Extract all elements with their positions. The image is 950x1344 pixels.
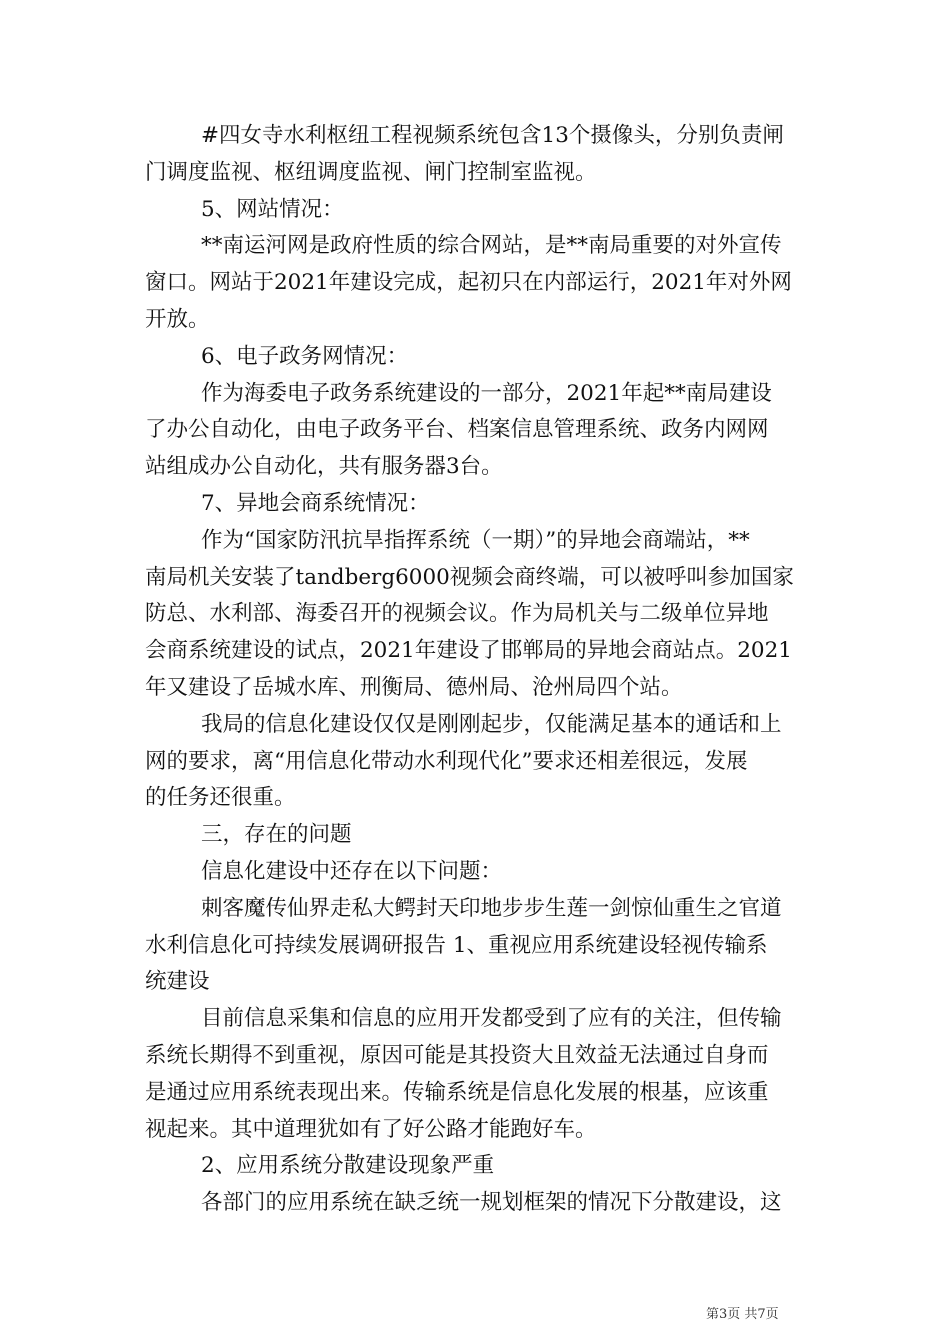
- text-line: 水利信息化可持续发展调研报告 1、重视应用系统建设轻视传输系: [145, 932, 768, 958]
- paragraph-egov: [145, 376, 810, 486]
- text-line: #四女寺水利枢纽工程视频系统包含13个摄像头，分别负责闸: [201, 123, 784, 148]
- text-line: 站组成办公自动化，共有服务器3台。: [145, 454, 503, 480]
- text-line: 三，存在的问题: [201, 822, 352, 848]
- text-line: 2、应用系统分散建设现象严重: [201, 1153, 495, 1179]
- text-line: **南运河网是政府性质的综合网站，是**南局重要的对外宣传: [201, 233, 782, 259]
- text-line: 开放。: [145, 306, 210, 332]
- text-line: 作为“国家防汛抗旱指挥系统（一期）”的异地会商端站，**: [201, 527, 750, 553]
- text-line: 7、异地会商系统情况：: [201, 490, 430, 516]
- paragraph-transmission: [145, 1001, 810, 1148]
- text-line: 窗口。网站于2021年建设完成，起初只在内部运行，2021年对外网: [145, 270, 792, 296]
- text-line: 防总、水利部、海委召开的视频会议。作为局机关与二级单位异地: [145, 601, 769, 627]
- paragraph-summary: [145, 707, 810, 817]
- text-line: 的任务还很重。: [145, 785, 296, 811]
- paragraph-website: [145, 228, 810, 338]
- document-body: [145, 118, 810, 1222]
- page-number: 第3页 共7页: [706, 1307, 779, 1322]
- text-line: 信息化建设中还存在以下问题：: [201, 858, 503, 884]
- paragraph-problems-intro: [145, 854, 810, 891]
- text-line: 是通过应用系统表现出来。传输系统是信息化发展的根基，应该重: [145, 1079, 769, 1105]
- paragraph-camera-system: [145, 118, 810, 192]
- text-line: 网的要求，离“用信息化带动水利现代化”要求还相差很远，发展: [145, 748, 748, 774]
- paragraph-problem-1: [145, 891, 810, 1001]
- paragraph-problem-2: [145, 1185, 810, 1222]
- heading-problems: [145, 817, 810, 854]
- text-line: 6、电子政务网情况：: [201, 343, 409, 369]
- text-line: 会商系统建设的试点，2021年建设了邯郸局的异地会商站点。2021: [145, 638, 792, 664]
- text-line: 了办公自动化，由电子政务平台、档案信息管理系统、政务内网网: [145, 417, 769, 443]
- heading-problem-2: [145, 1148, 810, 1185]
- text-line: 系统长期得不到重视，原因可能是其投资大且效益无法通过自身而: [145, 1042, 769, 1068]
- text-line: 目前信息采集和信息的应用开发都受到了应有的关注，但传输: [201, 1006, 782, 1032]
- text-line: 各部门的应用系统在缺乏统一规划框架的情况下分散建设，这: [201, 1190, 782, 1216]
- text-line: 年又建设了岳城水库、刑衡局、德州局、沧州局四个站。: [145, 674, 683, 700]
- text-line: 刺客魔传仙界走私大鳄封天印地步步生莲一剑惊仙重生之官道: [201, 895, 782, 921]
- text-line: 视起来。其中道理犹如有了好公路才能跑好车。: [145, 1116, 597, 1142]
- text-line: 门调度监视、枢纽调度监视、闸门控制室监视。: [145, 159, 597, 185]
- paragraph-remote-consult: [145, 523, 810, 707]
- heading-egov: [145, 339, 810, 376]
- text-line: 南局机关安装了tandberg6000视频会商终端，可以被呼叫参加国家: [145, 564, 794, 590]
- text-line: 5、网站情况：: [201, 196, 344, 222]
- text-line: 作为海委电子政务系统建设的一部分，2021年起**南局建设: [201, 380, 772, 406]
- heading-website: [145, 192, 810, 229]
- heading-remote-consult: [145, 486, 810, 523]
- text-line: 我局的信息化建设仅仅是刚刚起步，仅能满足基本的通话和上: [201, 711, 782, 737]
- text-line: 统建设: [145, 969, 210, 995]
